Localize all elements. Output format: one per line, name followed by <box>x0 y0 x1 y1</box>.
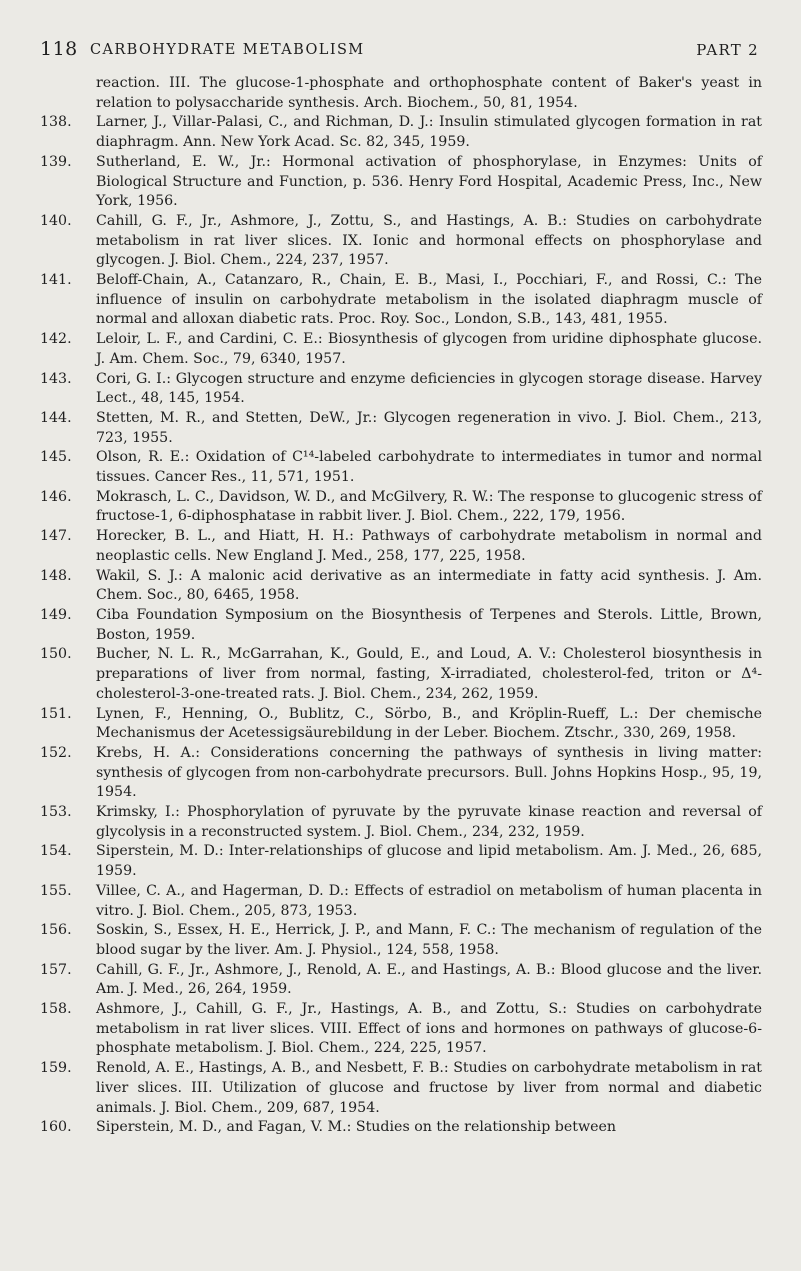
reference-number: 148. <box>40 567 72 584</box>
reference-number: 145. <box>40 449 72 466</box>
reference-item <box>40 803 762 842</box>
reference-item <box>40 744 762 803</box>
reference-number: 146. <box>40 488 72 505</box>
reference-text: Cori, G. I.: Glycogen structure and enzyme deficiencies in glycogen storage disease. Harvey Lect., 48, 145, 1954. <box>96 370 762 407</box>
reference-item <box>40 74 762 113</box>
reference-number: 143. <box>40 370 72 387</box>
reference-number: 160. <box>40 1119 72 1136</box>
reference-text: Wakil, S. J.: A malonic acid derivative as an intermediate in fatty acid synthesis. J. Am. Chem. Soc., 80, 6465, 1958. <box>96 567 762 604</box>
reference-number: 140. <box>40 212 72 229</box>
running-title: CARBOHYDRATE METABOLISM <box>90 42 365 58</box>
reference-number: 157. <box>40 961 72 978</box>
reference-number: 153. <box>40 804 72 821</box>
reference-item <box>40 330 762 369</box>
reference-number: 141. <box>40 272 72 289</box>
reference-item <box>40 1059 762 1118</box>
reference-text: reaction. III. The glucose-1-phosphate and orthophosphate content of Baker's yeast in relation to polysaccharide synthesis. Arch. Biochem., 50, 81, 1954. <box>96 75 762 111</box>
page-header <box>40 38 759 64</box>
reference-item <box>40 488 762 527</box>
reference-text: Villee, C. A., and Hagerman, D. D.: Effects of estradiol on metabolism of human placenta in vitro. J. Biol. Chem., 205, 873, 1953. <box>96 882 762 919</box>
reference-text: Olson, R. E.: Oxidation of C¹⁴-labeled carbohydrate to intermediates in tumor and normal tissues. Cancer Res., 11, 571, 1951. <box>96 449 762 486</box>
reference-text: Beloff-Chain, A., Catanzaro, R., Chain, E. B., Masi, I., Pocchiari, F., and Rossi, C.: The influence of insulin on carbohydrate metabolism in the isolated diaphragm muscle of normal and alloxan diabetic rats. Proc. Roy. Soc., London, S.B., 143, 481, 1955. <box>96 272 762 328</box>
reference-text: Sutherland, E. W., Jr.: Hormonal activation of phosphorylase, in Enzymes: Units of Biological Structure and Function, p. 536. Henry Ford Hospital, Academic Press, Inc., New York, 1956. <box>96 153 762 210</box>
reference-item <box>40 882 762 921</box>
reference-text: Siperstein, M. D.: Inter-relationships of glucose and lipid metabolism. Am. J. Med., 26, 685, 1959. <box>96 843 762 880</box>
reference-item <box>40 448 762 487</box>
reference-number: 149. <box>40 606 72 623</box>
reference-item <box>40 645 762 704</box>
reference-number: 151. <box>40 705 72 722</box>
reference-text: Stetten, M. R., and Stetten, DeW., Jr.: Glycogen regeneration in vivo. J. Biol. Chem., 213, 723, 1955. <box>96 409 762 446</box>
reference-text: Horecker, B. L., and Hiatt, H. H.: Pathways of carbohydrate metabolism in normal and neoplastic cells. New England J. Med., 258, 177, 225, 1958. <box>96 528 762 564</box>
reference-item <box>40 705 762 744</box>
reference-text: Cahill, G. F., Jr., Ashmore, J., Renold, A. E., and Hastings, A. B.: Blood glucose and the liver. Am. J. Med., 26, 264, 1959. <box>96 961 762 998</box>
reference-number: 156. <box>40 922 72 939</box>
reference-text: Ciba Foundation Symposium on the Biosynthesis of Terpenes and Sterols. Little, Brown, Boston, 1959. <box>96 606 762 643</box>
reference-item <box>40 113 762 152</box>
reference-item <box>40 370 762 409</box>
reference-number: 155. <box>40 882 72 899</box>
reference-text: Cahill, G. F., Jr., Ashmore, J., Zottu, S., and Hastings, A. B.: Studies on carbohydrate metabolism in rat liver slices. IX. Ionic and hormonal effects on phosphorylase and glycogen. J. Biol. Chem., 224, 237, 1957. <box>96 212 762 269</box>
reference-item <box>40 961 762 1000</box>
reference-number: 139. <box>40 153 72 170</box>
reference-item <box>40 212 762 271</box>
reference-item <box>40 409 762 448</box>
reference-item <box>40 567 762 606</box>
page-number: 118 <box>40 38 78 60</box>
reference-number: 154. <box>40 843 72 860</box>
reference-number: 144. <box>40 409 72 426</box>
reference-item <box>40 1118 762 1138</box>
reference-number: 150. <box>40 646 72 663</box>
reference-number: 152. <box>40 744 72 761</box>
reference-number: 147. <box>40 528 72 545</box>
reference-text: Larner, J., Villar-Palasi, C., and Richman, D. J.: Insulin stimulated glycogen formation in rat diaphragm. Ann. New York Acad. Sc. 82, 345, 1959. <box>96 114 762 151</box>
reference-text: Lynen, F., Henning, O., Bublitz, C., Sörbo, B., and Kröplin-Rueff, L.: Der chemische Mechanismus der Acetessigsäurebildung in der Leber. Biochem. Ztschr., 330, 269, 1958. <box>96 705 762 742</box>
reference-number: 142. <box>40 331 72 348</box>
reference-text: Soskin, S., Essex, H. E., Herrick, J. P., and Mann, F. C.: The mechanism of regulation of the blood sugar by the liver. Am. J. Physiol., 124, 558, 1958. <box>96 922 762 958</box>
reference-text: Ashmore, J., Cahill, G. F., Jr., Hastings, A. B., and Zottu, S.: Studies on carbohydrate metabolism in rat liver slices. VIII. Effect of ions and hormones on pathways of glucose-6-phosphate metabolism. J. Biol. Chem., 224, 225, 1957. <box>96 1001 762 1057</box>
reference-number: 159. <box>40 1060 72 1077</box>
reference-item <box>40 153 762 212</box>
reference-number: 138. <box>40 114 72 131</box>
reference-list <box>40 74 762 1138</box>
reference-text: Mokrasch, L. C., Davidson, W. D., and McGilvery, R. W.: The response to glucogenic stress of fructose-1, 6-diphosphatase in rabbit liver. J. Biol. Chem., 222, 179, 1956. <box>96 488 762 525</box>
reference-item <box>40 527 762 566</box>
reference-text: Krimsky, I.: Phosphorylation of pyruvate by the pyruvate kinase reaction and reversal of glycolysis in a reconstructed system. J. Biol. Chem., 234, 232, 1959. <box>96 804 762 840</box>
reference-number: 158. <box>40 1001 72 1018</box>
reference-text: Siperstein, M. D., and Fagan, V. M.: Studies on the relationship between <box>96 1119 617 1136</box>
reference-text: Renold, A. E., Hastings, A. B., and Nesbett, F. B.: Studies on carbohydrate metabolism in rat liver slices. III. Utilization of glucose and fructose by liver from normal and diabetic animals. J. Biol. Chem., 209, 687, 1954. <box>96 1060 762 1116</box>
part-label: PART 2 <box>696 41 759 59</box>
reference-text: Leloir, L. F., and Cardini, C. E.: Biosynthesis of glycogen from uridine diphosphate glucose. J. Am. Chem. Soc., 79, 6340, 1957. <box>96 331 762 367</box>
reference-item <box>40 606 762 645</box>
reference-item <box>40 842 762 881</box>
reference-text: Krebs, H. A.: Considerations concerning the pathways of synthesis in living matter: synthesis of glycogen from non-carbohydrate precursors. Bull. Johns Hopkins Hosp., 95, 19, 1954. <box>96 744 762 801</box>
reference-item <box>40 1000 762 1059</box>
reference-item <box>40 921 762 960</box>
reference-item <box>40 271 762 330</box>
reference-text: Bucher, N. L. R., McGarrahan, K., Gould, E., and Loud, A. V.: Cholesterol biosynthesis in preparations of liver from normal, fasting, X-irradiated, cholesterol-fed, triton or Δ⁴-cholesterol-3-one-treated rats. J. Biol. Chem., 234, 262, 1959. <box>96 646 762 702</box>
